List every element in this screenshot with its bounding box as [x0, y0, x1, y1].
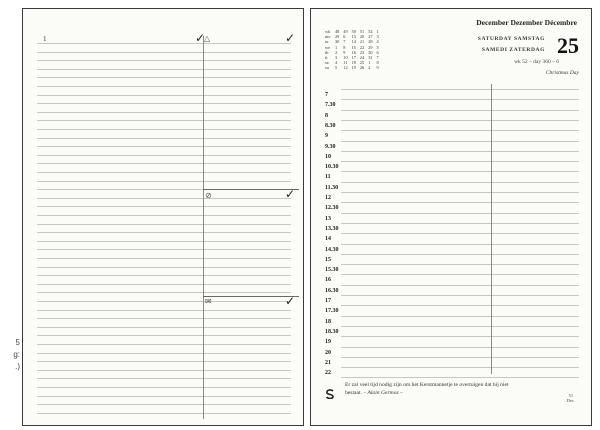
time-line: [341, 357, 579, 358]
mini-calendar-cell: 7: [343, 39, 346, 45]
time-line: [341, 171, 579, 172]
month-heading: December Dezember Décembre: [476, 18, 577, 27]
quote-author: – Alain Germoz –: [363, 390, 403, 396]
ruled-line: [37, 129, 291, 130]
mini-calendar-cell: 29: [335, 34, 340, 40]
slashed-circle-icon: ⊘: [205, 191, 212, 200]
ruled-line: [37, 172, 291, 173]
day-names-line-2: SAMEDI ZATERDAG: [481, 47, 545, 53]
ruled-line: [37, 335, 291, 336]
mini-calendar-cell: 5: [335, 65, 338, 71]
mini-calendar-cell: 10: [343, 54, 348, 60]
mini-calendar-cell: 24: [359, 54, 365, 60]
ruled-line: [37, 52, 291, 53]
mini-calendar-cell: 5: [376, 44, 379, 50]
ruled-line: [37, 327, 291, 328]
time-slot-label: 7.30: [325, 102, 336, 109]
ruled-line: [37, 60, 291, 61]
time-slot-label: 8: [325, 112, 328, 119]
mini-calendar-cell: 30: [368, 49, 373, 55]
time-slot-label: 16.30: [325, 287, 339, 294]
time-slot-label: 22: [325, 370, 331, 377]
mini-calendar-cell: 1: [376, 29, 379, 34]
mini-calendar-cell: we: [325, 44, 331, 50]
ruled-line: [37, 146, 291, 147]
mini-calendar-cell: mo: [325, 34, 331, 40]
mini-calendar-cell: 20: [359, 34, 365, 40]
mini-calendar-cell: 4: [335, 60, 338, 66]
ruled-line: [37, 353, 291, 354]
ruled-line: [37, 318, 291, 319]
ruled-line: [37, 138, 291, 139]
quote-text: Er zal veel tijd nodig zijn om het Kerstmannetje te overtuigen dat hij niet bestaat.: [345, 382, 509, 396]
corner-number: 51: [568, 393, 574, 398]
ruled-line: [37, 404, 291, 405]
mini-calendar-cell: 6: [376, 49, 379, 55]
time-slot-label: 19: [325, 339, 331, 346]
date-number: 25: [557, 33, 579, 58]
time-slot-label: 15: [325, 256, 331, 263]
mini-calendar-cell: 21: [359, 39, 365, 45]
ruled-line: [37, 86, 291, 87]
ruled-line: [37, 120, 291, 121]
time-slot-label: 9: [325, 133, 328, 140]
mini-calendar-cell: 14: [351, 39, 356, 45]
time-line: [341, 336, 579, 337]
margin-fragment-1: 5: [15, 338, 20, 347]
triangle-icon: △: [204, 34, 211, 43]
ruled-line: [37, 112, 291, 113]
time-line: [341, 347, 579, 348]
mini-calendar-cell: 27: [368, 34, 373, 40]
week-info: wk 52 – day 360 – 6: [514, 59, 559, 65]
ruled-line: [37, 232, 291, 233]
mini-calendar-cell: 2: [335, 49, 338, 55]
time-slot-label: 15.30: [325, 267, 339, 274]
ruled-line: [37, 198, 291, 199]
margin-fragment-3: .): [15, 362, 20, 371]
time-line: [341, 141, 579, 142]
time-slot-label: 10.30: [325, 164, 339, 171]
left-notes-page: [22, 8, 304, 426]
ruled-line: [37, 163, 291, 164]
mini-calendar-cell: 48: [335, 29, 340, 34]
mini-calendar-cell: 15: [351, 44, 356, 50]
check-mark-2: ✓: [285, 31, 296, 45]
time-line: [341, 244, 579, 245]
mini-calendar-row: [325, 65, 385, 70]
mini-calendar-cell: wk: [325, 29, 331, 34]
time-line: [341, 130, 579, 131]
ruled-line: [37, 224, 291, 225]
ruled-line: [37, 95, 291, 96]
time-slot-label: 17.30: [325, 308, 339, 315]
ruled-line: [37, 284, 291, 285]
time-slot-label: 12.30: [325, 205, 339, 212]
time-line: [341, 213, 579, 214]
time-slot-label: 9.30: [325, 143, 336, 150]
corner-label: Dec.: [566, 398, 575, 403]
mini-calendar-cell: 1: [335, 44, 338, 50]
ruled-line: [37, 155, 291, 156]
margin-fragment-2: g:: [13, 350, 20, 359]
check-mark-4: ✓: [285, 294, 296, 308]
time-slot-label: 14.30: [325, 246, 339, 253]
time-line: [341, 120, 579, 121]
mini-calendar-cell: 2: [368, 65, 371, 71]
right-day-page: [310, 8, 592, 426]
time-slot-label: 14: [325, 236, 331, 243]
time-slot-label: 7: [325, 92, 328, 98]
ruled-line: [37, 103, 291, 104]
time-slot-label: 16: [325, 277, 331, 284]
mini-calendar-cell: 9: [343, 49, 346, 55]
mini-calendar-cell: th: [325, 49, 329, 55]
time-line: [341, 161, 579, 162]
time-line: [341, 264, 579, 265]
ruled-line: [37, 181, 291, 182]
time-line: [341, 274, 579, 275]
time-line: [341, 377, 579, 378]
time-slot-label: 20: [325, 349, 331, 356]
time-line: [341, 151, 579, 152]
mini-calendar-cell: 19: [351, 65, 356, 71]
time-line: [341, 326, 579, 327]
ruled-line: [37, 361, 291, 362]
mini-calendar-cell: 8: [376, 60, 379, 66]
ruled-line: [37, 69, 291, 70]
mini-calendar-cell: 51: [359, 29, 365, 34]
ruled-line: [37, 258, 291, 259]
check-mark-3: ✓: [285, 187, 296, 201]
mini-calendar-cell: 17: [351, 54, 356, 60]
time-line: [341, 305, 579, 306]
ruled-line: [37, 275, 291, 276]
mini-calendar-cell: 26: [359, 65, 365, 71]
mini-calendar-cell: 52: [368, 29, 373, 34]
ruled-line: [37, 344, 291, 345]
ruled-line: [37, 413, 291, 414]
mini-calendar-cell: fr: [325, 54, 328, 60]
mini-calendar-cell: 12: [343, 65, 348, 71]
mini-calendar-cell: 29: [368, 44, 373, 50]
ruled-line: [37, 292, 291, 293]
mini-calendar-cell: 9: [376, 65, 379, 71]
mini-calendar-cell: 3: [376, 34, 379, 40]
mini-calendar-cell: 8: [343, 44, 346, 50]
time-line: [341, 254, 579, 255]
ruled-line: [37, 267, 291, 268]
time-line: [341, 316, 579, 317]
mini-calendar-cell: tu: [325, 39, 329, 45]
time-line: [341, 295, 579, 296]
ruled-line: [37, 301, 291, 302]
mini-calendar-cell: 49: [343, 29, 348, 34]
time-slot-label: 11: [325, 174, 331, 181]
mini-calendar-cell: 28: [368, 39, 373, 45]
time-slot-label: 13.30: [325, 225, 339, 232]
ruled-line: [37, 77, 291, 78]
time-line: [341, 367, 579, 368]
right-column-divider: [491, 84, 492, 374]
time-line: [341, 110, 579, 111]
time-line: [341, 285, 579, 286]
ruled-line: [37, 396, 291, 397]
mini-calendar-cell: 7: [376, 54, 379, 60]
time-slot-label: 21: [325, 359, 331, 366]
time-line: [341, 89, 579, 90]
ruled-line: [37, 43, 291, 44]
mini-calendar-cell: sa: [325, 60, 329, 66]
first-line-number: 1: [43, 35, 47, 43]
mini-calendar-cell: 50: [351, 29, 356, 34]
mini-calendar-cell: 22: [359, 44, 365, 50]
mini-calendar-cell: 11: [343, 60, 348, 66]
mini-calendar-cell: 1: [368, 60, 371, 66]
holiday-label: Christmas Day: [545, 70, 579, 76]
ruled-line: [37, 370, 291, 371]
mini-calendar-cell: 23: [359, 49, 365, 55]
mini-calendar: [325, 29, 385, 71]
corner-index: [567, 393, 575, 403]
day-names-line-1: SATURDAY SAMSTAG: [477, 36, 545, 42]
mini-calendar-cell: 18: [351, 60, 356, 66]
time-slot-label: 11.30: [325, 184, 339, 191]
time-slot-label: 8.30: [325, 122, 336, 129]
ruled-line: [37, 378, 291, 379]
time-line: [341, 182, 579, 183]
time-slot-label: 18: [325, 318, 331, 325]
ruled-line: [37, 215, 291, 216]
mini-calendar-cell: 6: [343, 34, 346, 40]
mini-calendar-cell: 3: [335, 54, 338, 60]
time-line: [341, 223, 579, 224]
time-slot-label: 18.30: [325, 328, 339, 335]
time-line: [341, 202, 579, 203]
ruled-line: [37, 206, 291, 207]
ruled-line: [37, 387, 291, 388]
time-line: [341, 233, 579, 234]
mini-calendar-cell: su: [325, 65, 329, 71]
left-column-divider: [203, 36, 204, 419]
time-slot-label: 12: [325, 195, 331, 201]
time-slot-label: 13: [325, 215, 331, 222]
mini-calendar-cell: 4: [376, 39, 379, 45]
ruled-line: [37, 241, 291, 242]
mini-calendar-cell: 13: [351, 34, 356, 40]
logo-icon: [325, 389, 335, 399]
ruled-line: [37, 310, 291, 311]
mini-calendar-cell: 31: [368, 54, 373, 60]
ruled-line: [37, 249, 291, 250]
check-mark-1: ✓: [195, 31, 206, 45]
time-slot-label: 17: [325, 298, 331, 304]
envelope-icon: ✉: [205, 297, 212, 306]
mini-calendar-cell: 30: [335, 39, 340, 45]
time-slot-label: 10: [325, 153, 331, 160]
time-line: [341, 99, 579, 100]
mini-calendar-cell: 25: [359, 60, 365, 66]
time-line: [341, 192, 579, 193]
quote-block: [345, 381, 525, 397]
mini-calendar-cell: 16: [351, 49, 356, 55]
